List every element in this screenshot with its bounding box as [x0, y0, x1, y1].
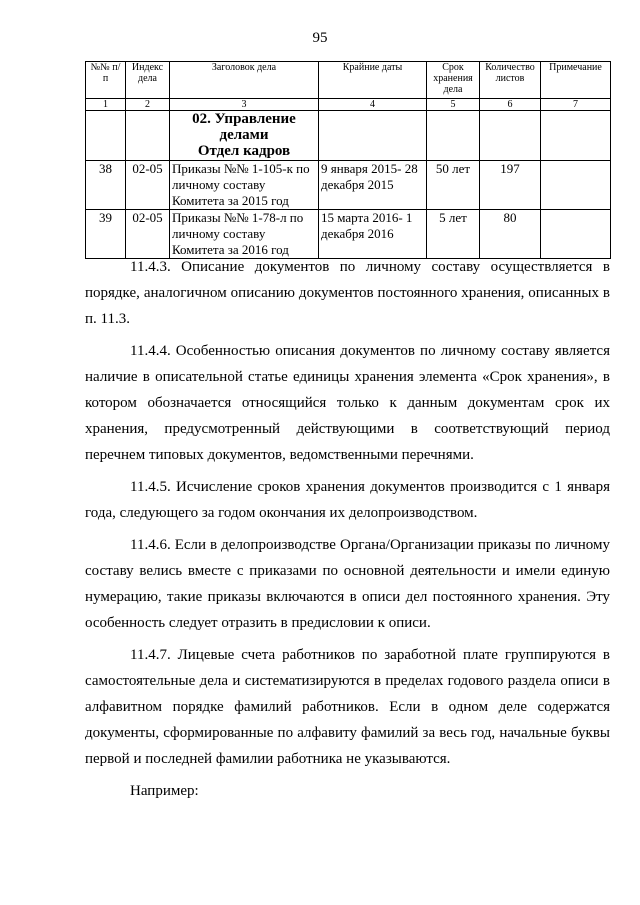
row-index: 02-05 — [126, 210, 170, 259]
section-row — [86, 111, 611, 161]
row-note — [541, 210, 611, 259]
row-note — [541, 161, 611, 210]
row-retention: 5 лет — [427, 210, 480, 259]
header-index: Индекс дела — [126, 62, 170, 99]
table-header-row — [86, 62, 611, 99]
row-number: 38 — [86, 161, 126, 210]
row-sheets: 80 — [480, 210, 541, 259]
paragraph-11-4-3: 11.4.3. Описание документов по личному составу осуществляется в порядке, аналогичном описанию документов постоянного хранения, описанных в п. 11.3. — [85, 259, 610, 327]
paragraph-11-4-7: 11.4.7. Лицевые счета работников по заработной плате группируются в самостоятельные дела и систематизируются в пределах годового раздела описи в алфавитном порядке фамилий работников. Если в одном деле содержатся документы, сформированные по алфавиту фамилий за весь год, начальные буквы первой и последней фамилии работника не указываются. — [85, 647, 610, 767]
column-number: 5 — [427, 99, 480, 111]
section-title — [170, 111, 319, 161]
row-title: Приказы №№ 1-78-л по личному составу Комитета за 2016 год — [170, 210, 319, 259]
table-row — [86, 161, 611, 210]
table-row — [86, 210, 611, 259]
row-number: 39 — [86, 210, 126, 259]
header-title: Заголовок дела — [170, 62, 319, 99]
row-sheets: 197 — [480, 161, 541, 210]
row-retention: 50 лет — [427, 161, 480, 210]
header-note: Примечание — [541, 62, 611, 99]
row-index: 02-05 — [126, 161, 170, 210]
example-label: Например: — [130, 783, 199, 799]
body-text — [85, 254, 610, 810]
header-retention: Срок хранения дела — [427, 62, 480, 99]
column-number-row — [86, 99, 611, 111]
column-number: 6 — [480, 99, 541, 111]
row-dates: 15 марта 2016- 1 декабря 2016 — [319, 210, 427, 259]
row-dates: 9 января 2015- 28 декабря 2015 — [319, 161, 427, 210]
column-number: 4 — [319, 99, 427, 111]
column-number: 2 — [126, 99, 170, 111]
section-title-line: Отдел кадров — [197, 143, 291, 159]
column-number: 3 — [170, 99, 319, 111]
case-inventory-table — [85, 61, 611, 259]
row-title: Приказы №№ 1-105-к по личному составу Комитета за 2015 год — [170, 161, 319, 210]
header-number: №№ п/п — [86, 62, 126, 99]
page-number: 95 — [312, 30, 328, 46]
column-number: 1 — [86, 99, 126, 111]
paragraph-11-4-5: 11.4.5. Исчисление сроков хранения документов производится с 1 января года, следующего за годом окончания их делопроизводством. — [85, 479, 610, 521]
paragraph-11-4-6: 11.4.6. Если в делопроизводстве Органа/Организации приказы по личному составу велись вместе с приказами по основной деятельности и имели единую нумерацию, такие приказы включаются в описи дел постоянного хранения. Эту особенность следует отразить в предисловии к описи. — [85, 537, 610, 631]
header-dates: Крайние даты — [319, 62, 427, 99]
paragraph-11-4-4: 11.4.4. Особенностью описания документов по личному составу является наличие в описательной статье единицы хранения элемента «Срок хранения», в котором обозначается относящийся только к данным документам срок их хранения, предусмотренный действующими в соответствующий период перечнем типовых документов, ведомственными перечнями. — [85, 343, 610, 463]
section-title-line: делами — [219, 127, 269, 143]
header-sheets: Количество листов — [480, 62, 541, 99]
section-title-line: 02. Управление — [192, 111, 296, 127]
column-number: 7 — [541, 99, 611, 111]
